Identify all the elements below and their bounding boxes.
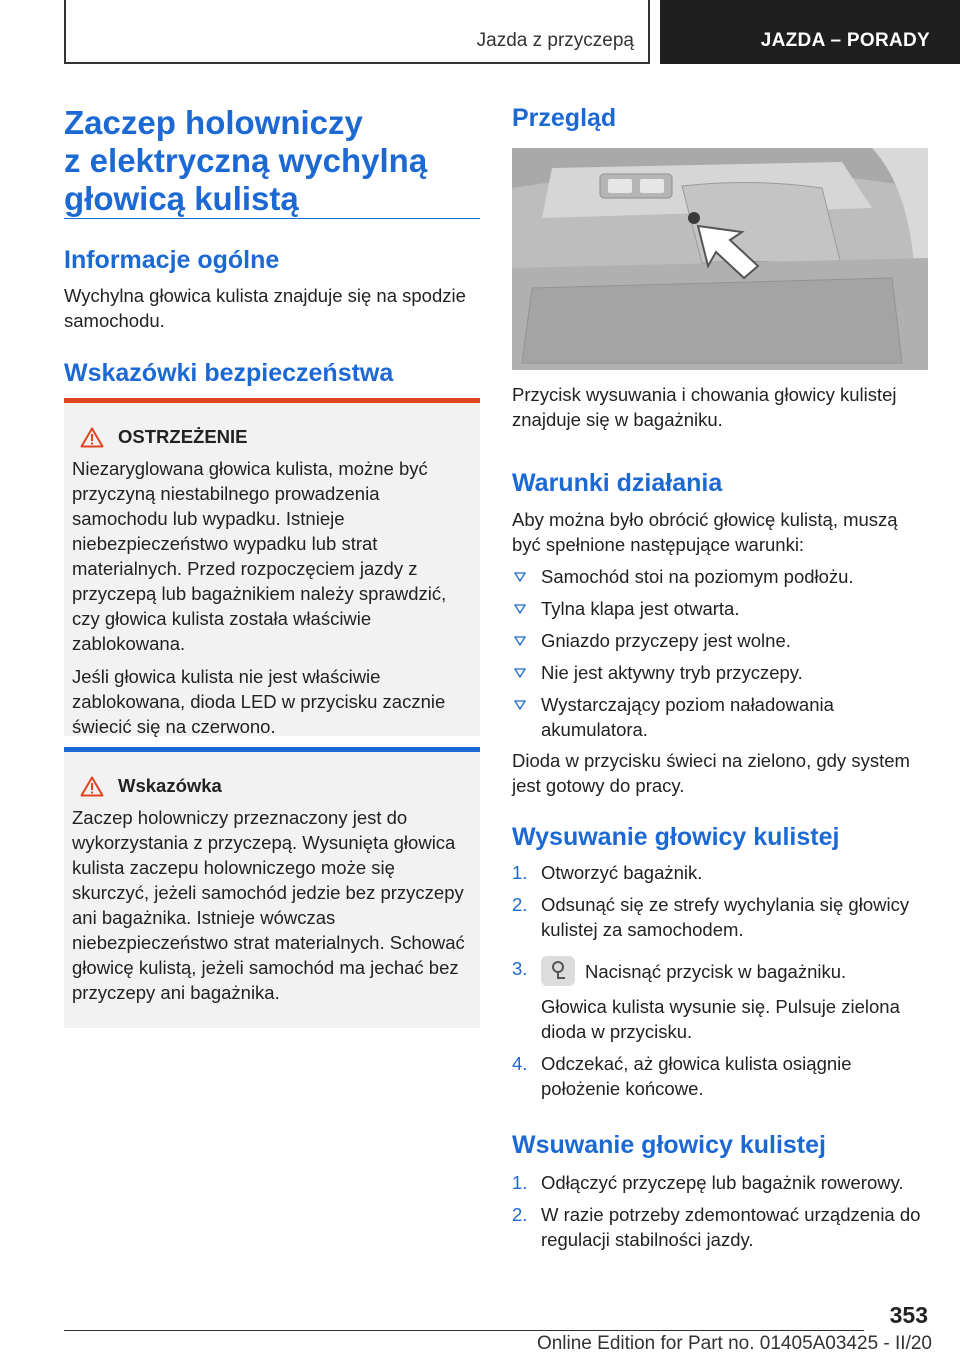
warning-label: OSTRZEŻENIE <box>118 426 248 447</box>
list-item: Tylna klapa jest otwarta. <box>512 596 928 621</box>
list-item: 2. W razie potrzeby zdemontować urządzenia do regulacji stabilności jazdy. <box>512 1204 921 1250</box>
conditions-intro: Aby można było obrócić głowicę kulistą, muszą być spełnione następujące warunki: <box>512 509 898 555</box>
warning-text-2: Jeśli głowica kulista nie jest właściwie zablokowana, dioda LED w przycisku zacznie świecić się na czerwono. <box>72 666 446 737</box>
list-item: 1. Odłączyć przyczepę lub bagażnik rowerowy. <box>512 1172 904 1193</box>
header-section-title: Jazda z przyczepą <box>476 30 634 51</box>
trunk-illustration <box>512 148 928 370</box>
footer-divider <box>64 1330 864 1331</box>
general-text: Wychylna głowica kulista znajduje się na spodzie samochodu. <box>64 285 466 331</box>
page-number: 353 <box>889 1302 928 1328</box>
extend-steps <box>512 860 928 1108</box>
note-text: Zaczep holowniczy przeznaczony jest do wykorzystania z przyczepą. Wysunięta głowica kulista zaczepu holowniczego może się skurczyć, jeżeli samochód jedzie bez przyczepy ani bagażnika. Istnieje wówczas niebezpieczeństwo strat materialnych. Schować głowicę kulistą, jeżeli samochód ma jechać bez przyczepy ani bagażnika. <box>72 807 465 1003</box>
warning-bar <box>64 398 480 403</box>
step-sub-text: Głowica kulista wysunie się. Pulsuje zielona dioda w przycisku. <box>541 996 900 1042</box>
page-title-line: głowicą kulistą <box>64 180 299 217</box>
overview-heading: Przegląd <box>512 104 617 132</box>
list-item: Gniazdo przyczepy jest wolne. <box>512 628 928 653</box>
conditions-list <box>512 564 928 749</box>
note-box <box>64 747 480 1028</box>
warning-text: Niezaryglowana głowica kulista, możne być przyczyną niestabilnego prowadzenia samochodu lub wypadku. Istnieje niebezpieczeństwo wypadku lub strat materialnych. Przed rozpoczęciem jazdy z przyczepą lub bagażnikiem należy sprawdzić, czy głowica kulista została właściwie zablokowana. <box>72 458 447 654</box>
trunk-button-photo <box>512 148 928 370</box>
warning-box <box>64 398 480 736</box>
list-item: 1. Otworzyć bagażnik. <box>512 862 703 883</box>
page-title <box>64 104 480 218</box>
retract-heading: Wsuwanie głowicy kulistej <box>512 1131 826 1159</box>
bullet-triangle-icon <box>514 572 526 582</box>
title-divider <box>64 218 480 219</box>
list-item: Nie jest aktywny tryb przyczepy. <box>512 660 928 685</box>
header-section-box <box>64 0 650 64</box>
note-triangle-icon <box>80 776 104 797</box>
retract-steps <box>512 1170 928 1259</box>
list-item: 3. Nacisnąć przycisk w bagażniku. Głowica kulista wysunie się. Pulsuje zielona dioda w przycisku. <box>512 956 928 1044</box>
general-heading: Informacje ogólne <box>64 246 280 274</box>
conditions-heading: Warunki działania <box>512 469 723 497</box>
page-title-line: Zaczep holowniczy <box>64 104 363 141</box>
led-text: Dioda w przycisku świeci na zielono, gdy system jest gotowy do pracy. <box>512 750 910 796</box>
footer-edition: Online Edition for Part no. 01405A03425 - II/20 <box>536 1333 932 1354</box>
note-bar <box>64 747 480 752</box>
list-item: Wystarczający poziom naładowania akumulatora. <box>512 692 928 742</box>
warning-triangle-icon <box>80 427 104 448</box>
safety-heading: Wskazówki bezpieczeństwa <box>64 359 394 387</box>
list-item: 4. Odczekać, aż głowica kulista osiągnie położenie końcowe. <box>512 1053 852 1099</box>
image-caption: Przycisk wysuwania i chowania głowicy kulistej znajduje się w bagażniku. <box>512 384 897 430</box>
list-item: 2. Odsunąć się ze strefy wychylania się głowicy kulistej za samochodem. <box>512 894 910 940</box>
bullet-triangle-icon <box>514 700 526 710</box>
page-title-line: z elektryczną wychylną <box>64 142 428 179</box>
bullet-triangle-icon <box>514 636 526 646</box>
extend-heading: Wysuwanie głowicy kulistej <box>512 823 840 851</box>
list-item: Samochód stoi na poziomym podłożu. <box>512 564 928 589</box>
header-chapter-title: JAZDA – PORADY <box>760 30 930 51</box>
note-label: Wskazówka <box>118 775 222 796</box>
bullet-triangle-icon <box>514 604 526 614</box>
ball-head-button-icon <box>541 956 575 986</box>
header-chapter-box <box>660 0 960 64</box>
bullet-triangle-icon <box>514 668 526 678</box>
